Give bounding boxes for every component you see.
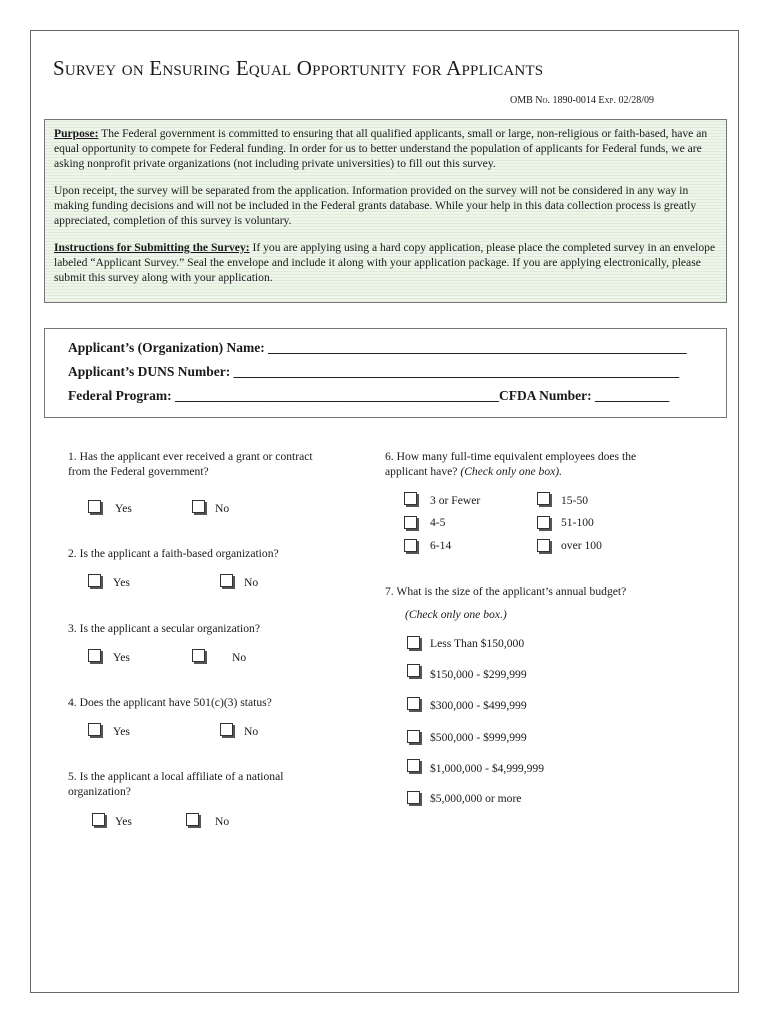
q5-no-label: No [215,815,230,828]
instructions-label: Instructions for Submitting the Survey: [54,241,250,254]
question-6 [385,449,665,479]
question-4: 4. Does the applicant have 501(c)(3) status? [68,696,272,709]
q4-yes-label: Yes [113,725,130,738]
q5-yes-label: Yes [115,815,132,828]
q3-yes-checkbox[interactable] [88,649,101,662]
org-name-field[interactable]: Applicant’s (Organization) Name: ______________________________________________________________ [68,340,687,355]
q6-option-6-14-checkbox[interactable] [404,539,417,552]
question-1: 1. Has the applicant ever received a grant or contract from the Federal government? [68,450,313,478]
q6-option-label: 51-100 [561,516,594,529]
q2-yes-checkbox[interactable] [88,574,101,587]
q7-option-checkbox[interactable] [407,759,420,772]
instructions-text: If you are applying using a hard copy application, please place the completed survey in an envelope labeled “Applicant Survey.” Seal the envelope and include it along with your application package. If you are applying electronically, please submit this survey along with your application. [54,241,716,284]
q1-yes-label: Yes [115,502,132,515]
q7-option-checkbox[interactable] [407,664,420,677]
purpose-text: The Federal government is committed to ensuring that all qualified applicants, small or large, non-religious or faith-based, have an equal opportunity to compete for Federal funding. In order for us to better understand the population of applicants for Federal funds, we are asking nonprofit private organizations (not including private universities) to fill out this survey. [54,127,708,170]
page-title: Survey on Ensuring Equal Opportunity for Applicants [53,56,544,80]
q4-yes-checkbox[interactable] [88,723,101,736]
question-7: 7. What is the size of the applicant’s annual budget? [385,585,627,598]
applicant-info-box [44,328,727,418]
q7-option-label: $500,000 - $999,999 [430,731,527,744]
q3-no-checkbox[interactable] [192,649,205,662]
q5-yes-checkbox[interactable] [92,813,105,826]
question-6-text: 6. How many full-time equivalent employees does the applicant have? [385,450,637,478]
q7-option-checkbox[interactable] [407,730,420,743]
q2-no-label: No [244,576,259,589]
q6-option-label: 3 or Fewer [430,494,481,507]
q6-option-51-100-checkbox[interactable] [537,516,550,529]
q3-no-label: No [232,651,247,664]
q3-yes-label: Yes [113,651,130,664]
q6-option-4-5-checkbox[interactable] [404,516,417,529]
question-5: 5. Is the applicant a local affiliate of a national organization? [68,770,284,798]
q2-no-checkbox[interactable] [220,574,233,587]
q7-option-checkbox[interactable] [407,636,420,649]
q2-yes-label: Yes [113,576,130,589]
instructions-paragraph [54,240,717,285]
q7-option-label: $150,000 - $299,999 [430,668,527,681]
q6-option-15-50-checkbox[interactable] [537,492,550,505]
q7-option-label: $1,000,000 - $4,999,999 [430,762,545,775]
purpose-paragraph [54,126,717,171]
q1-no-label: No [215,502,230,515]
q4-no-label: No [244,725,259,738]
q4-no-checkbox[interactable] [220,723,233,736]
q1-no-checkbox[interactable] [192,500,205,513]
q7-option-checkbox[interactable] [407,791,420,804]
q6-option-3-or-fewer-checkbox[interactable] [404,492,417,505]
q6-option-label: 4-5 [430,516,446,529]
purpose-box [44,119,727,303]
q7-option-checkbox[interactable] [407,697,420,710]
q6-option-over-100-checkbox[interactable] [537,539,550,552]
federal-program-field[interactable]: Federal Program: ________________________________________________CFDA Number: ___________ [68,388,670,403]
q1-yes-checkbox[interactable] [88,500,101,513]
q7-option-label: Less Than $150,000 [430,637,525,650]
question-6-note: (Check only one box). [460,465,563,478]
question-3: 3. Is the applicant a secular organization? [68,622,260,635]
question-2: 2. Is the applicant a faith-based organization? [68,547,279,560]
q6-option-label: 15-50 [561,494,589,507]
receipt-paragraph: Upon receipt, the survey will be separated from the application. Information provided on the survey will not be considered in any way in making funding decisions and will not be included in the Federal grants database. While your help in this data collection process is greatly appreciated, completion of this survey is voluntary. [54,184,697,227]
purpose-label: Purpose: [54,127,99,140]
q6-option-label: over 100 [561,539,602,552]
question-7-note: (Check only one box.) [405,608,507,621]
q6-option-label: 6-14 [430,539,452,552]
duns-field[interactable]: Applicant’s DUNS Number: __________________________________________________________________ [68,364,680,379]
q5-no-checkbox[interactable] [186,813,199,826]
q7-option-label: $5,000,000 or more [430,792,522,805]
omb-number: OMB No. 1890-0014 Exp. 02/28/09 [510,95,655,106]
q7-option-label: $300,000 - $499,999 [430,699,527,712]
